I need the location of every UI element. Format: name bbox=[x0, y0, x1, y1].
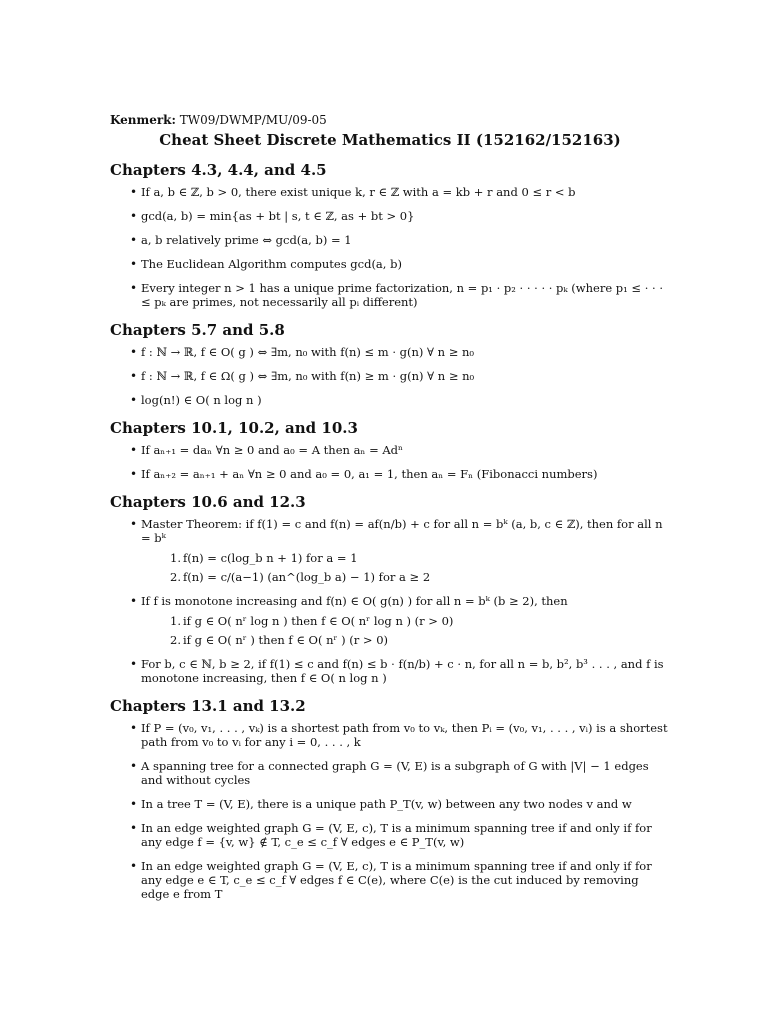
bullet-text: If f is monotone increasing and f(n) ∈ O( g(n) ) for all n = bᵏ (b ≥ 2), then bbox=[141, 594, 568, 608]
bullet-text: gcd(a, b) = min{as + bt | s, t ∈ ℤ, as + bt > 0} bbox=[141, 209, 415, 223]
section-heading: Chapters 10.1, 10.2, and 10.3 bbox=[110, 419, 358, 437]
bullet-item bbox=[110, 233, 670, 247]
document-title: Cheat Sheet Discrete Mathematics II (152162/152163) bbox=[159, 131, 621, 149]
subitem-number: 1. bbox=[170, 614, 181, 628]
bullet-text: If aₙ₊₁ = daₙ ∀n ≥ 0 and a₀ = A then aₙ = Adⁿ bbox=[141, 443, 403, 457]
numbered-subitem bbox=[141, 551, 670, 565]
subitem-number: 1. bbox=[170, 551, 181, 565]
bullet-item bbox=[110, 209, 670, 223]
bullet-text: Every integer n > 1 has a unique prime factorization, n = p₁ · p₂ · · · · · pₖ (where p₁ ≤ · · · ≤ pₖ are primes, not necessarily all pᵢ different) bbox=[141, 281, 663, 309]
bullet-text: Master Theorem: if f(1) = c and f(n) = af(n/b) + c for all n = bᵏ (a, b, c ∈ ℤ), then for all n = bᵏ bbox=[141, 517, 663, 545]
numbered-subitem bbox=[141, 614, 670, 628]
section-heading: Chapters 4.3, 4.4, and 4.5 bbox=[110, 161, 327, 179]
bullet-text: In a tree T = (V, E), there is a unique path P_T(v, w) between any two nodes v and w bbox=[141, 797, 632, 811]
bullet-text: If a, b ∈ ℤ, b > 0, there exist unique k, r ∈ ℤ with a = kb + r and 0 ≤ r < b bbox=[141, 185, 576, 199]
bullet-text: f : ℕ → ℝ, f ∈ O( g ) ⇔ ∃m, n₀ with f(n) ≤ m · g(n) ∀ n ≥ n₀ bbox=[141, 345, 475, 359]
bullet-item bbox=[110, 443, 670, 457]
numbered-subitem bbox=[141, 633, 670, 647]
bullet-text: f : ℕ → ℝ, f ∈ Ω( g ) ⇔ ∃m, n₀ with f(n) ≥ m · g(n) ∀ n ≥ n₀ bbox=[141, 369, 475, 383]
bullet-text: In an edge weighted graph G = (V, E, c), T is a minimum spanning tree if and only if for any edge e ∈ T, c_e ≤ c_f ∀ edges f ∈ C(e), where C(e) is the cut induced by removing edge e from T bbox=[141, 859, 652, 901]
bullet-item bbox=[110, 393, 670, 407]
numbered-sublist bbox=[141, 551, 670, 584]
bullet-item bbox=[110, 467, 670, 481]
bullet-item bbox=[110, 369, 670, 383]
section bbox=[110, 419, 670, 481]
section-heading: Chapters 10.6 and 12.3 bbox=[110, 493, 306, 511]
section-heading: Chapters 5.7 and 5.8 bbox=[110, 321, 285, 339]
section bbox=[110, 321, 670, 407]
bullet-text: If P = (v₀, v₁, . . . , vₖ) is a shortest path from v₀ to vₖ, then Pᵢ = (v₀, v₁, . . . , vᵢ) is a shortest path from v₀ to vᵢ for any i = 0, . . . , k bbox=[141, 721, 668, 749]
reference-label: Kenmerk: bbox=[110, 113, 176, 127]
bullet-text: If aₙ₊₂ = aₙ₊₁ + aₙ ∀n ≥ 0 and a₀ = 0, a₁ = 1, then aₙ = Fₙ (Fibonacci numbers) bbox=[141, 467, 598, 481]
subitem-text: if g ∈ O( nʳ ) then f ∈ O( nʳ ) (r > 0) bbox=[183, 633, 389, 647]
section bbox=[110, 161, 670, 309]
section-heading: Chapters 13.1 and 13.2 bbox=[110, 697, 306, 715]
bullet-item bbox=[110, 185, 670, 199]
bullet-text: In an edge weighted graph G = (V, E, c), T is a minimum spanning tree if and only if for any edge f = {v, w} ∉ T, c_e ≤ c_f ∀ edges e ∈ P_T(v, w) bbox=[141, 821, 652, 849]
subitem-number: 2. bbox=[170, 570, 181, 584]
bullet-item bbox=[110, 345, 670, 359]
bullet-item bbox=[110, 281, 670, 309]
bullet-list bbox=[110, 721, 670, 901]
bullet-list bbox=[110, 517, 670, 685]
section bbox=[110, 493, 670, 685]
bullet-list bbox=[110, 443, 670, 481]
bullet-item bbox=[110, 594, 670, 647]
bullet-item bbox=[110, 257, 670, 271]
document-page bbox=[110, 113, 670, 913]
bullet-text: The Euclidean Algorithm computes gcd(a, b) bbox=[141, 257, 402, 271]
bullet-item bbox=[110, 859, 670, 901]
numbered-sublist bbox=[141, 614, 670, 647]
bullet-list bbox=[110, 185, 670, 309]
bullet-text: log(n!) ∈ O( n log n ) bbox=[141, 393, 262, 407]
bullet-item bbox=[110, 759, 670, 787]
subitem-text: f(n) = c/(a−1) (an^(log_b a) − 1) for a ≥ 2 bbox=[183, 570, 431, 584]
subitem-number: 2. bbox=[170, 633, 181, 647]
bullet-item bbox=[110, 721, 670, 749]
bullet-item bbox=[110, 517, 670, 584]
section bbox=[110, 697, 670, 901]
bullet-item bbox=[110, 657, 670, 685]
subitem-text: f(n) = c(log_b n + 1) for a = 1 bbox=[183, 551, 358, 565]
bullet-list bbox=[110, 345, 670, 407]
sections-container bbox=[110, 161, 670, 901]
bullet-text: For b, c ∈ ℕ, b ≥ 2, if f(1) ≤ c and f(n) ≤ b · f(n/b) + c · n, for all n = b, b², b³ . . . , and f is monotone increasing, then f ∈ O( n log n ) bbox=[141, 657, 664, 685]
bullet-text: A spanning tree for a connected graph G = (V, E) is a subgraph of G with |V| − 1 edges and without cycles bbox=[141, 759, 649, 787]
subitem-text: if g ∈ O( nʳ log n ) then f ∈ O( nʳ log n ) (r > 0) bbox=[183, 614, 454, 628]
reference-code: TW09/DWMP/MU/09-05 bbox=[179, 113, 327, 127]
bullet-item bbox=[110, 797, 670, 811]
bullet-text: a, b relatively prime ⇔ gcd(a, b) = 1 bbox=[141, 233, 352, 247]
numbered-subitem bbox=[141, 570, 670, 584]
bullet-item bbox=[110, 821, 670, 849]
reference-line bbox=[110, 113, 670, 127]
